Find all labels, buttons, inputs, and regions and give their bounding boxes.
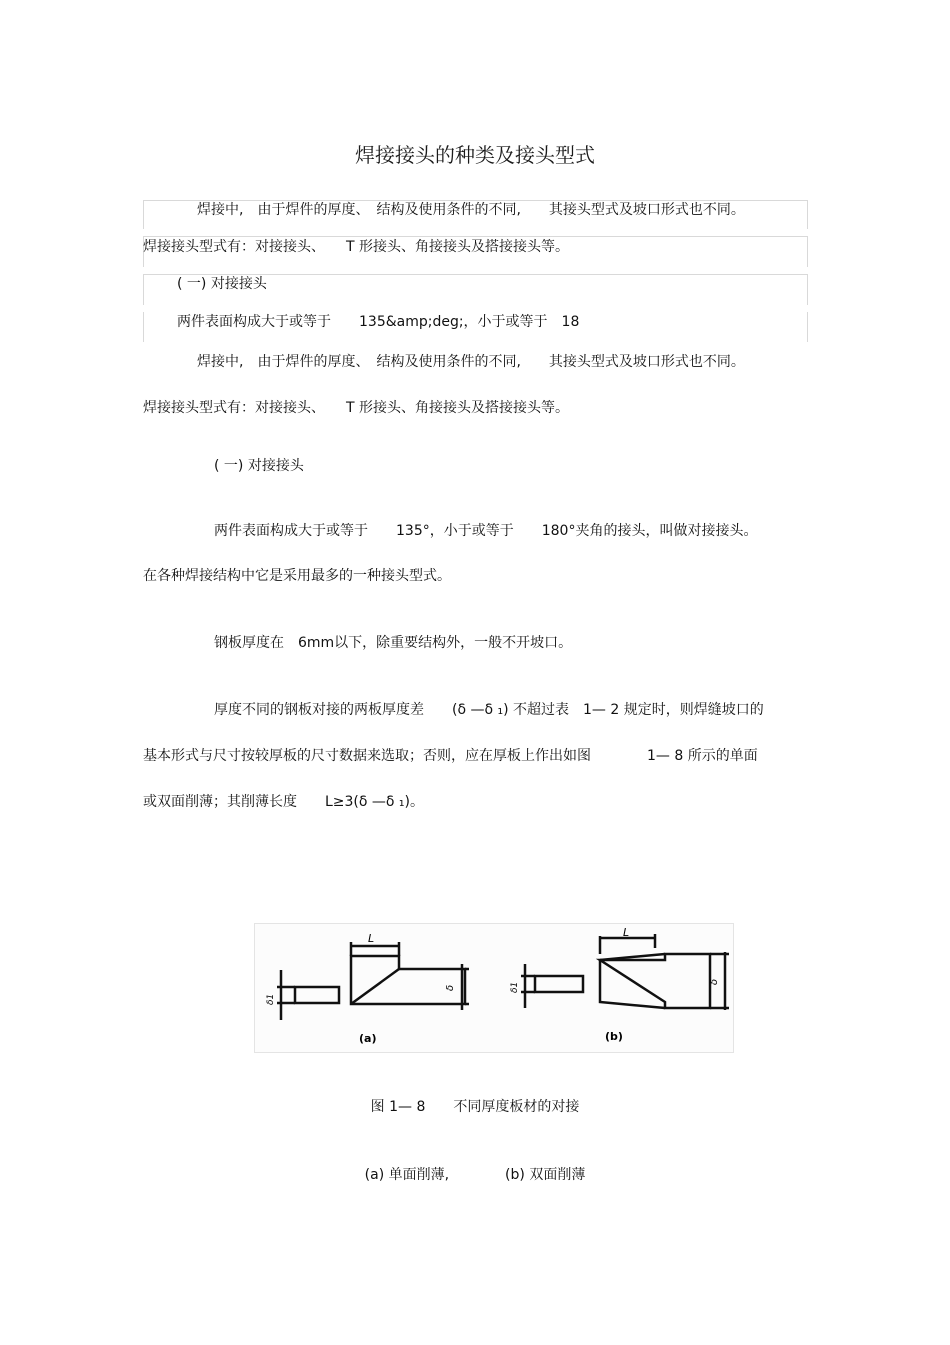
page-title: 焊接接头的种类及接头型式 xyxy=(355,143,595,167)
thin-plate-b xyxy=(535,976,583,992)
figure-label-b: (b) xyxy=(605,1030,623,1043)
boxed-text-2: 焊接接头型式有：对接接头、 T 形接头、角接接头及搭接接头等。 xyxy=(143,239,570,255)
dim-label-L-b: L xyxy=(623,926,630,939)
paragraph-1-line-2: 焊接接头型式有：对接接头、 T 形接头、角接接头及搭接接头等。 xyxy=(143,400,570,416)
dim-label-delta-a: δ xyxy=(445,984,456,991)
paragraph-2-line-1: 两件表面构成大于或等于 135°，小于或等于 180°夹角的接头，叫做对接接头。 xyxy=(214,523,758,539)
dim-label-delta1-b: δ1 xyxy=(510,981,520,993)
butt-joint-figure xyxy=(254,923,734,1053)
dim-label-L-a: L xyxy=(368,932,375,945)
paragraph-2-line-2: 在各种焊接结构中它是采用最多的一种接头型式。 xyxy=(143,568,451,584)
dim-label-delta1-a: δ1 xyxy=(266,993,276,1005)
boxed-text-4: 两件表面构成大于或等于 135&amp;deg;，小于或等于 18 xyxy=(177,314,580,330)
butt-joint-diagram xyxy=(255,924,733,1052)
figure-subcaption: (a) 单面削薄, (b) 双面削薄 xyxy=(364,1167,586,1183)
dim-label-delta-b: δ xyxy=(709,978,720,985)
thin-plate-a xyxy=(295,987,339,1003)
paragraph-4-line-2: 基本形式与尺寸按较厚板的尺寸数据来选取；否则，应在厚板上作出如图 1— 8 所示的单面 xyxy=(143,748,758,764)
section-heading: ( 一) 对接接头 xyxy=(214,458,304,474)
paragraph-4-line-1: 厚度不同的钢板对接的两板厚度差 (δ —δ ₁) 不超过表 1— 2 规定时，则焊缝坡口的 xyxy=(214,702,764,718)
figure-label-a: (a) xyxy=(359,1032,377,1045)
thick-plate-a xyxy=(351,956,465,1004)
boxed-text-3: ( 一) 对接接头 xyxy=(177,276,267,292)
paragraph-3: 钢板厚度在 6mm以下，除重要结构外，一般不开坡口。 xyxy=(214,635,573,651)
figure-caption: 图 1— 8 不同厚度板材的对接 xyxy=(370,1099,580,1115)
paragraph-1-line-1: 焊接中, 由于焊件的厚度、 结构及使用条件的不同, 其接头型式及坡口形式也不同。 xyxy=(197,354,745,370)
paragraph-4-line-3: 或双面削薄；其削薄长度 L≥3(δ —δ ₁)。 xyxy=(143,794,425,810)
thick-plate-b xyxy=(600,954,710,1008)
boxed-text-1: 焊接中, 由于焊件的厚度、 结构及使用条件的不同, 其接头型式及坡口形式也不同。 xyxy=(197,202,745,218)
